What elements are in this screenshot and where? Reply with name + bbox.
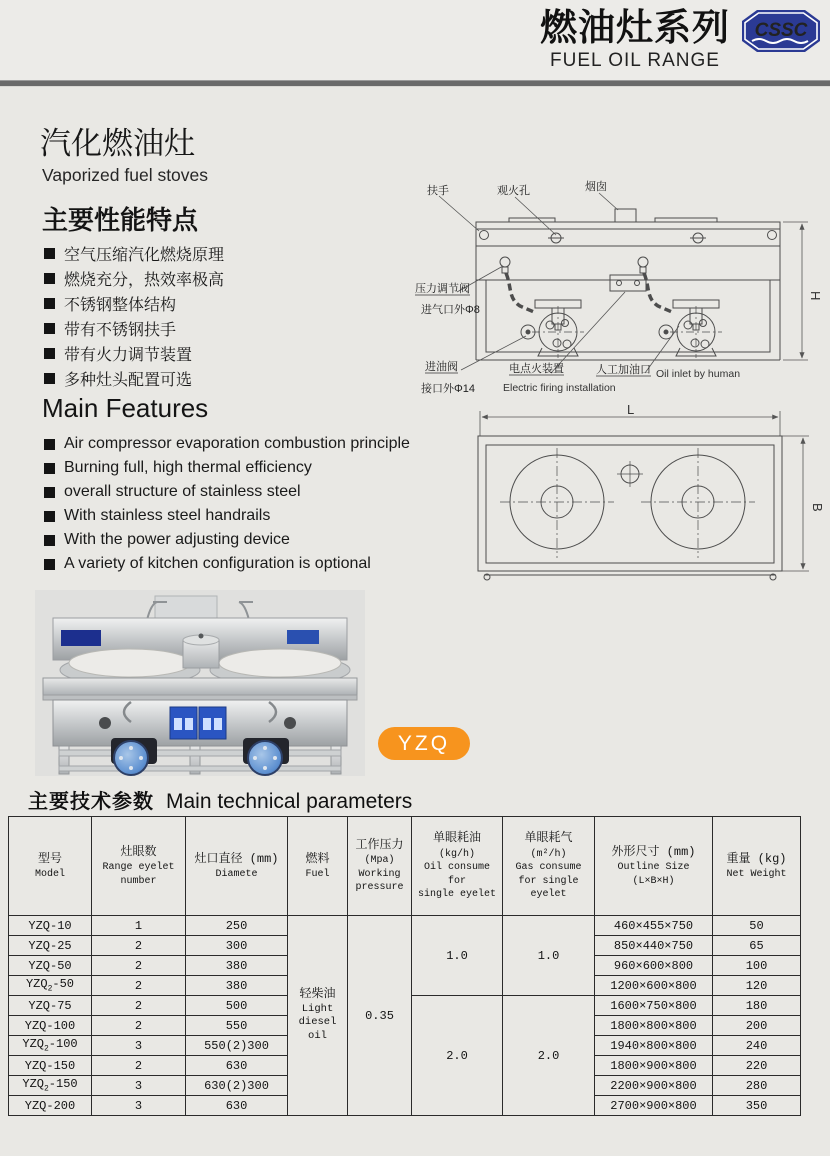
feature-text: Burning full, high thermal efficiency	[64, 459, 312, 476]
spec-cell: 380	[186, 956, 288, 976]
spec-cell: 2	[92, 1056, 186, 1076]
label-interface: 接口外Φ14	[421, 383, 476, 395]
dimension-l: L	[627, 403, 635, 417]
spec-cell: 2	[92, 976, 186, 996]
feature-text: With stainless steel handrails	[64, 507, 271, 524]
bullet-square-icon	[44, 298, 55, 309]
feature-item	[44, 528, 410, 552]
feature-text: 空气压缩汽化燃烧原理	[64, 247, 225, 264]
spec-cell: 0.35	[348, 916, 412, 1116]
cssc-logo-icon	[740, 8, 822, 54]
label-pressure-valve: 压力调节阀	[415, 283, 470, 295]
spec-cell: 1200×600×800	[595, 976, 713, 996]
spec-cell: $YZQ_2-150$	[9, 1076, 92, 1096]
spec-cell: 2	[92, 996, 186, 1016]
spec-cell: 1800×800×800	[595, 1016, 713, 1036]
feature-item	[44, 432, 410, 456]
feature-item	[44, 456, 410, 480]
features-zh-heading: 主要性能特点	[42, 205, 199, 235]
spec-cell: 380	[186, 976, 288, 996]
feature-text: 带有火力调节装置	[64, 347, 193, 364]
page-title: 燃油灶系列	[540, 7, 730, 48]
label-ignition-en: Electric firing installation	[503, 382, 616, 394]
spec-cell: 3	[92, 1036, 186, 1056]
table-title-zh: 主要技术参数	[28, 791, 154, 813]
spec-cell: YZQ-25	[9, 936, 92, 956]
spec-cell: 220	[713, 1056, 801, 1076]
bullet-square-icon	[44, 323, 55, 334]
spec-table	[8, 816, 801, 1116]
spec-header-cell: 灶眼数 Range eyelet number	[92, 817, 186, 916]
bullet-square-icon	[44, 559, 55, 570]
spec-cell: 630(2)300	[186, 1076, 288, 1096]
feature-text: A variety of kitchen configuration is optional	[64, 555, 371, 572]
spec-cell: 850×440×750	[595, 936, 713, 956]
spec-header-cell: 型号 Model	[9, 817, 92, 916]
page-subtitle: FUEL OIL RANGE	[550, 49, 720, 71]
spec-table-header-row	[9, 817, 801, 916]
spec-cell: YZQ-100	[9, 1016, 92, 1036]
spec-header-cell: 重量 (kg) Net Weight	[713, 817, 801, 916]
spec-header-cell: 工作压力 (Mpa) Working pressure	[348, 817, 412, 916]
bullet-square-icon	[44, 273, 55, 284]
bullet-square-icon	[44, 535, 55, 546]
header-divider	[0, 80, 830, 87]
feature-item	[44, 291, 224, 316]
spec-cell: 3	[92, 1076, 186, 1096]
spec-cell: 100	[713, 956, 801, 976]
label-manual-oil-en: Oil inlet by human	[656, 368, 741, 380]
bullet-square-icon	[44, 487, 55, 498]
label-oil-valve: 进油阀	[425, 361, 458, 373]
section-title-zh: 汽化燃油灶	[40, 126, 195, 161]
label-air-inlet: 进气口外Φ8	[421, 304, 480, 316]
feature-item	[44, 552, 410, 576]
table-title-en: Main technical parameters	[166, 790, 413, 813]
spec-cell: 2.0	[412, 996, 503, 1116]
page-header	[540, 8, 822, 72]
spec-header-cell: 灶口直径 (mm) Diamete	[186, 817, 288, 916]
spec-cell: $YZQ_2-50$	[9, 976, 92, 996]
label-fire-hole: 观火孔	[497, 185, 530, 197]
spec-header-cell: 燃料 Fuel	[288, 817, 348, 916]
table-title	[28, 785, 412, 814]
bullet-square-icon	[44, 373, 55, 384]
spec-header-cell: 单眼耗气 (m²/h) Gas consume for single eyelet	[503, 817, 595, 916]
spec-cell: 50	[713, 916, 801, 936]
logo-text: CSSC	[754, 20, 808, 41]
spec-cell: 1600×750×800	[595, 996, 713, 1016]
bullet-square-icon	[44, 463, 55, 474]
feature-item	[44, 480, 410, 504]
spec-cell: 3	[92, 1096, 186, 1116]
chimney-part	[615, 209, 636, 222]
bullet-square-icon	[44, 439, 55, 450]
feature-item	[44, 241, 224, 266]
spec-cell: 250	[186, 916, 288, 936]
spec-cell: 200	[713, 1016, 801, 1036]
spec-cell: 1.0	[503, 916, 595, 996]
label-ignition-zh: 电点火装置	[509, 363, 564, 375]
spec-cell: 2200×900×800	[595, 1076, 713, 1096]
dimension-b: B	[810, 503, 825, 512]
section-title-en: Vaporized fuel stoves	[42, 165, 209, 185]
spec-cell: 1	[92, 916, 186, 936]
spec-cell: 550	[186, 1016, 288, 1036]
spec-cell: YZQ-10	[9, 916, 92, 936]
spec-cell: 120	[713, 976, 801, 996]
spec-cell: 350	[713, 1096, 801, 1116]
spec-cell: 550(2)300	[186, 1036, 288, 1056]
feature-item	[44, 266, 224, 291]
features-en-heading: Main Features	[42, 393, 209, 423]
front-view-diagram	[413, 180, 830, 408]
spec-cell: 2	[92, 956, 186, 976]
spec-header-cell: 外形尺寸 (mm) Outline Size (L×B×H)	[595, 817, 713, 916]
spec-cell: YZQ-200	[9, 1096, 92, 1116]
spec-cell: 2	[92, 1016, 186, 1036]
bullet-square-icon	[44, 511, 55, 522]
spec-cell: 1.0	[412, 916, 503, 996]
feature-text: Air compressor evaporation combustion principle	[64, 435, 410, 452]
spec-cell: 240	[713, 1036, 801, 1056]
feature-item	[44, 341, 224, 366]
spec-row	[9, 916, 801, 936]
feature-item	[44, 504, 410, 528]
spec-cell: 轻柴油 Light diesel oil	[288, 916, 348, 1116]
feature-item	[44, 366, 224, 391]
features-zh-list	[44, 241, 224, 391]
feature-text: 燃烧充分，热效率极高	[64, 272, 225, 289]
model-badge: YZQ	[378, 727, 470, 760]
spec-cell: 2	[92, 936, 186, 956]
feature-text: overall structure of stainless steel	[64, 483, 301, 500]
features-en-list	[44, 432, 410, 576]
right-burner-assembly	[638, 257, 722, 358]
feature-text: 不锈钢整体结构	[64, 297, 177, 314]
spec-cell: 180	[713, 996, 801, 1016]
feature-text: With the power adjusting device	[64, 531, 290, 548]
spec-cell: 460×455×750	[595, 916, 713, 936]
spec-header-cell: 单眼耗油 (kg/h) Oil consume for single eyelet	[412, 817, 503, 916]
spec-cell: 2.0	[503, 996, 595, 1116]
spec-cell: 1940×800×800	[595, 1036, 713, 1056]
top-view-diagram	[440, 403, 830, 595]
spec-cell: $YZQ_2-100$	[9, 1036, 92, 1056]
spec-cell: YZQ-50	[9, 956, 92, 976]
spec-cell: YZQ-75	[9, 996, 92, 1016]
feature-item	[44, 316, 224, 341]
spec-cell: 630	[186, 1056, 288, 1076]
bullet-square-icon	[44, 248, 55, 259]
label-manual-oil-zh: 人工加油口	[596, 364, 651, 376]
header-titles	[540, 8, 730, 72]
spec-cell: 280	[713, 1076, 801, 1096]
spec-cell: 2700×900×800	[595, 1096, 713, 1116]
spec-cell: 630	[186, 1096, 288, 1116]
ignition-box-part	[610, 275, 646, 291]
label-chimney: 烟囱	[585, 181, 607, 193]
bullet-square-icon	[44, 348, 55, 359]
spec-cell: 65	[713, 936, 801, 956]
feature-text: 多种灶头配置可选	[64, 372, 193, 389]
dimension-h: H	[808, 291, 823, 301]
spec-cell: YZQ-150	[9, 1056, 92, 1076]
spec-cell: 300	[186, 936, 288, 956]
spec-table-body	[9, 916, 801, 1116]
spec-cell: 960×600×800	[595, 956, 713, 976]
handrail-part	[476, 222, 780, 229]
spec-cell: 1800×900×800	[595, 1056, 713, 1076]
spec-cell: 500	[186, 996, 288, 1016]
product-photo	[35, 590, 365, 776]
label-handrail: 扶手	[427, 185, 449, 197]
feature-text: 带有不锈钢扶手	[64, 322, 177, 339]
